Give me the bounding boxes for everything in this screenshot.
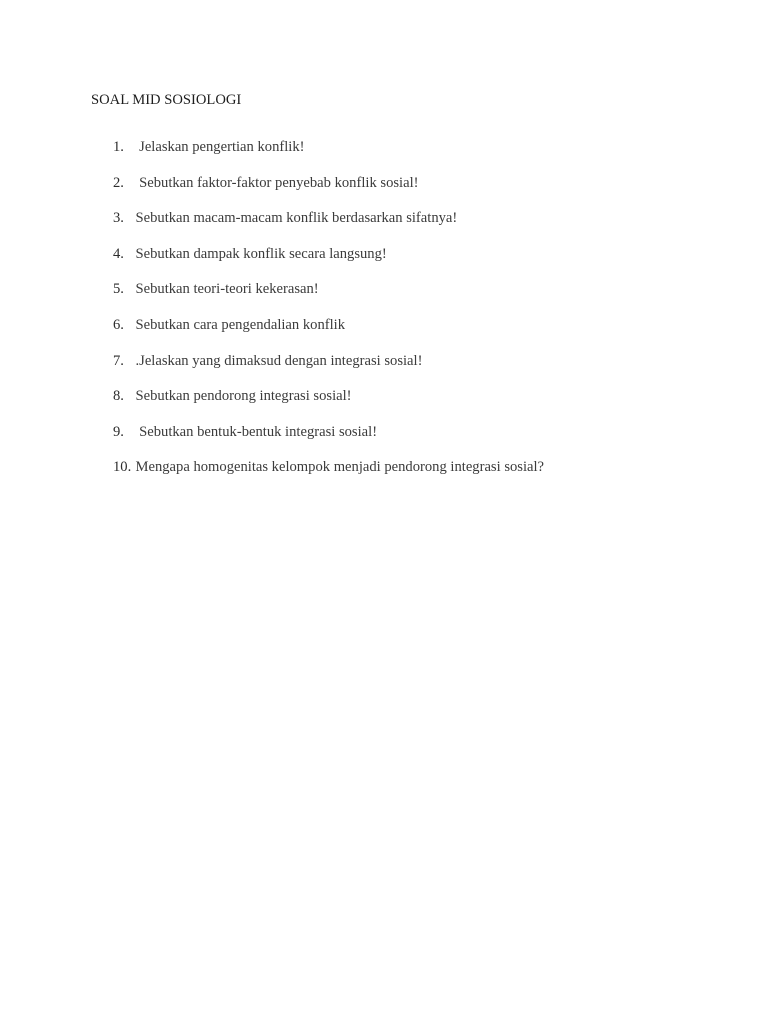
question-text: Sebutkan teori-teori kekerasan! xyxy=(135,281,319,298)
question-number: 8. xyxy=(113,388,124,405)
question-text: Jelaskan pengertian konflik! xyxy=(135,139,305,155)
question-text: Sebutkan faktor-faktor penyebab konflik sosial! xyxy=(135,174,419,191)
question-item xyxy=(113,281,544,317)
question-item xyxy=(113,139,544,175)
question-list xyxy=(113,139,544,495)
question-number: 3. xyxy=(113,210,124,227)
question-number: 5. xyxy=(113,281,124,298)
question-item xyxy=(113,210,544,246)
question-text: Sebutkan cara pengendalian konflik xyxy=(135,316,346,333)
question-text: Sebutkan macam-macam konflik berdasarkan sifatnya! xyxy=(135,210,458,227)
question-item xyxy=(113,317,544,353)
question-item xyxy=(113,424,544,460)
question-item xyxy=(113,459,544,495)
question-text: Sebutkan dampak konflik secara langsung! xyxy=(135,245,387,262)
question-number: 9. xyxy=(113,423,124,440)
question-number: 1. xyxy=(113,139,124,155)
question-item xyxy=(113,175,544,211)
question-text: Sebutkan pendorong integrasi sosial! xyxy=(135,388,352,405)
question-number: 10. xyxy=(113,459,132,476)
question-number: 7. xyxy=(113,352,124,369)
question-number: 6. xyxy=(113,316,124,333)
document-title: SOAL MID SOSIOLOGI xyxy=(91,92,242,108)
question-item xyxy=(113,388,544,424)
question-item xyxy=(113,246,544,282)
question-number: 2. xyxy=(113,174,124,191)
question-text: Mengapa homogenitas kelompok menjadi pendorong integrasi sosial? xyxy=(135,459,545,476)
question-number: 4. xyxy=(113,245,124,262)
question-text: .Jelaskan yang dimaksud dengan integrasi sosial! xyxy=(135,352,423,369)
question-text: Sebutkan bentuk-bentuk integrasi sosial! xyxy=(135,423,378,440)
question-item xyxy=(113,353,544,389)
